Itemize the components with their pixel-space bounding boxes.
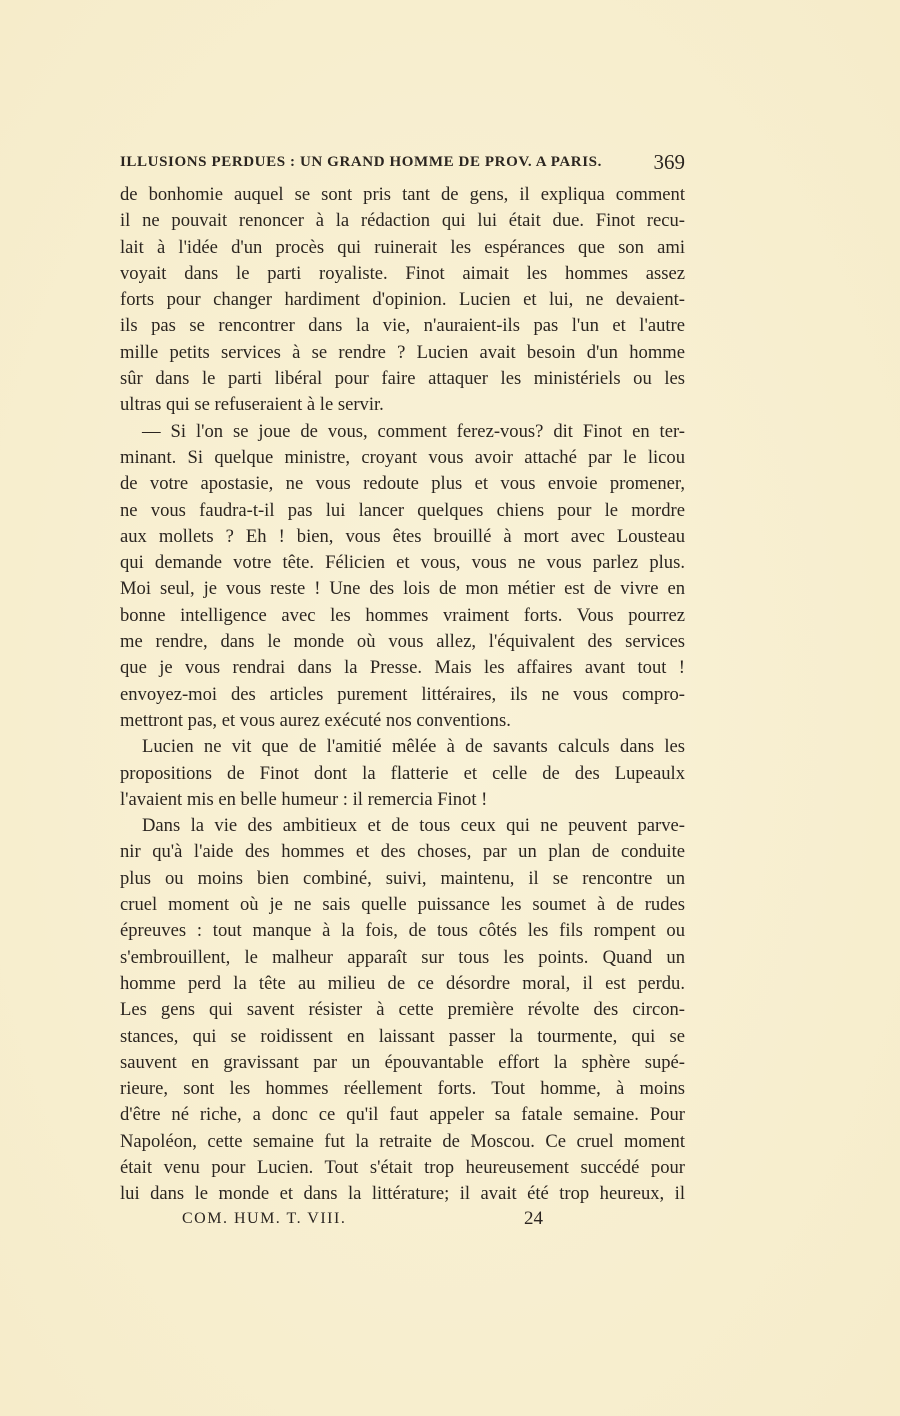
text-line: sauvent en gravissant par un épouvantable effort la sphère supé- — [120, 1051, 685, 1073]
text-line: qui demande votre tête. Félicien et vous, vous ne vous parlez plus. — [120, 552, 685, 574]
page-body-text — [120, 182, 685, 1208]
text-line: lait à l'idée d'un procès qui ruinerait les espérances que son ami — [120, 236, 685, 258]
page-header — [120, 150, 685, 176]
text-line: forts pour changer hardiment d'opinion. Lucien et lui, ne devaient- — [120, 289, 685, 311]
text-line: Moi seul, je vous reste ! Une des lois de mon métier est de vivre en — [120, 578, 685, 600]
page-number: 369 — [653, 150, 685, 174]
text-line: stances, qui se roidissent en laissant passer la tourmente, qui se — [120, 1025, 685, 1047]
text-line: bonne intelligence avec les hommes vraiment forts. Vous pourrez — [120, 604, 685, 626]
text-line: voyait dans le parti royaliste. Finot aimait les hommes assez — [120, 262, 685, 284]
text-line: ils pas se rencontrer dans la vie, n'auraient-ils pas l'un et l'autre — [120, 315, 685, 337]
text-line: mille petits services à se rendre ? Lucien avait besoin d'un homme — [120, 341, 685, 363]
text-line: aux mollets ? Eh ! bien, vous êtes brouillé à mort avec Lousteau — [120, 525, 685, 547]
text-line: épreuves : tout manque à la fois, de tous côtés les fils rompent ou — [120, 920, 685, 942]
text-line: il ne pouvait renoncer à la rédaction qui lui était due. Finot recu- — [120, 210, 685, 232]
text-line: sûr dans le parti libéral pour faire attaquer les ministériels ou les — [120, 368, 685, 390]
text-line: Les gens qui savent résister à cette première révolte des circon- — [120, 999, 685, 1021]
text-line: Lucien ne vit que de l'amitié mêlée à de savants calculs dans les — [142, 736, 685, 758]
text-line: envoyez-moi des articles purement littéraires, ils ne vous compro- — [120, 683, 685, 705]
text-line: homme perd la tête au milieu de ce désordre moral, il est perdu. — [120, 972, 685, 994]
text-line: propositions de Finot dont la flatterie et celle de des Lupeaulx — [120, 762, 685, 784]
text-line: ultras qui se refuseraient à le servir. — [120, 394, 384, 416]
text-line: — Si l'on se joue de vous, comment ferez-vous? dit Finot en ter- — [142, 420, 685, 442]
page-footer — [120, 1208, 685, 1234]
text-line: de bonhomie auquel se sont pris tant de gens, il expliqua comment — [120, 184, 685, 205]
text-line: plus ou moins bien combiné, suivi, maintenu, il se rencontre un — [120, 867, 685, 889]
text-line: l'avaient mis en belle humeur : il remercia Finot ! — [120, 788, 488, 810]
text-line: cruel moment où je ne sais quelle puissance les soumet à de rudes — [120, 894, 685, 916]
text-line: Dans la vie des ambitieux et de tous ceux qui ne peuvent parve- — [142, 815, 685, 837]
sheet-number: 24 — [524, 1208, 543, 1229]
text-line: que je vous rendrai dans la Presse. Mais les affaires avant tout ! — [120, 657, 685, 679]
text-line: mettront pas, et vous aurez exécuté nos conventions. — [120, 709, 511, 731]
text-line: Napoléon, cette semaine fut la retraite de Moscou. Ce cruel moment — [120, 1130, 685, 1152]
text-line: me rendre, dans le monde où vous allez, l'équivalent des services — [120, 631, 685, 653]
text-line: de votre apostasie, ne vous redoute plus et vous envoie promener, — [120, 473, 685, 495]
printer-signature: COM. HUM. T. VIII. — [182, 1210, 347, 1227]
text-line: ne vous faudra-t-il pas lui lancer quelques chiens pour le mordre — [120, 499, 685, 521]
text-line: était venu pour Lucien. Tout s'était trop heureusement succédé pour — [120, 1156, 685, 1178]
text-line: lui dans le monde et dans la littérature; il avait été trop heureux, il — [120, 1183, 685, 1205]
text-line: s'embrouillent, le malheur apparaît sur tous les points. Quand un — [120, 946, 685, 968]
text-line: d'être né riche, a donc ce qu'il faut appeler sa fatale semaine. Pour — [120, 1104, 685, 1126]
text-line: nir qu'à l'aide des hommes et des choses, par un plan de conduite — [120, 841, 685, 863]
running-title: ILLUSIONS PERDUES : UN GRAND HOMME DE PROV. A PARIS. — [120, 154, 602, 170]
text-line: minant. Si quelque ministre, croyant vous avoir attaché par le licou — [120, 446, 685, 468]
text-line: rieure, sont les hommes réellement forts. Tout homme, à moins — [120, 1078, 685, 1100]
